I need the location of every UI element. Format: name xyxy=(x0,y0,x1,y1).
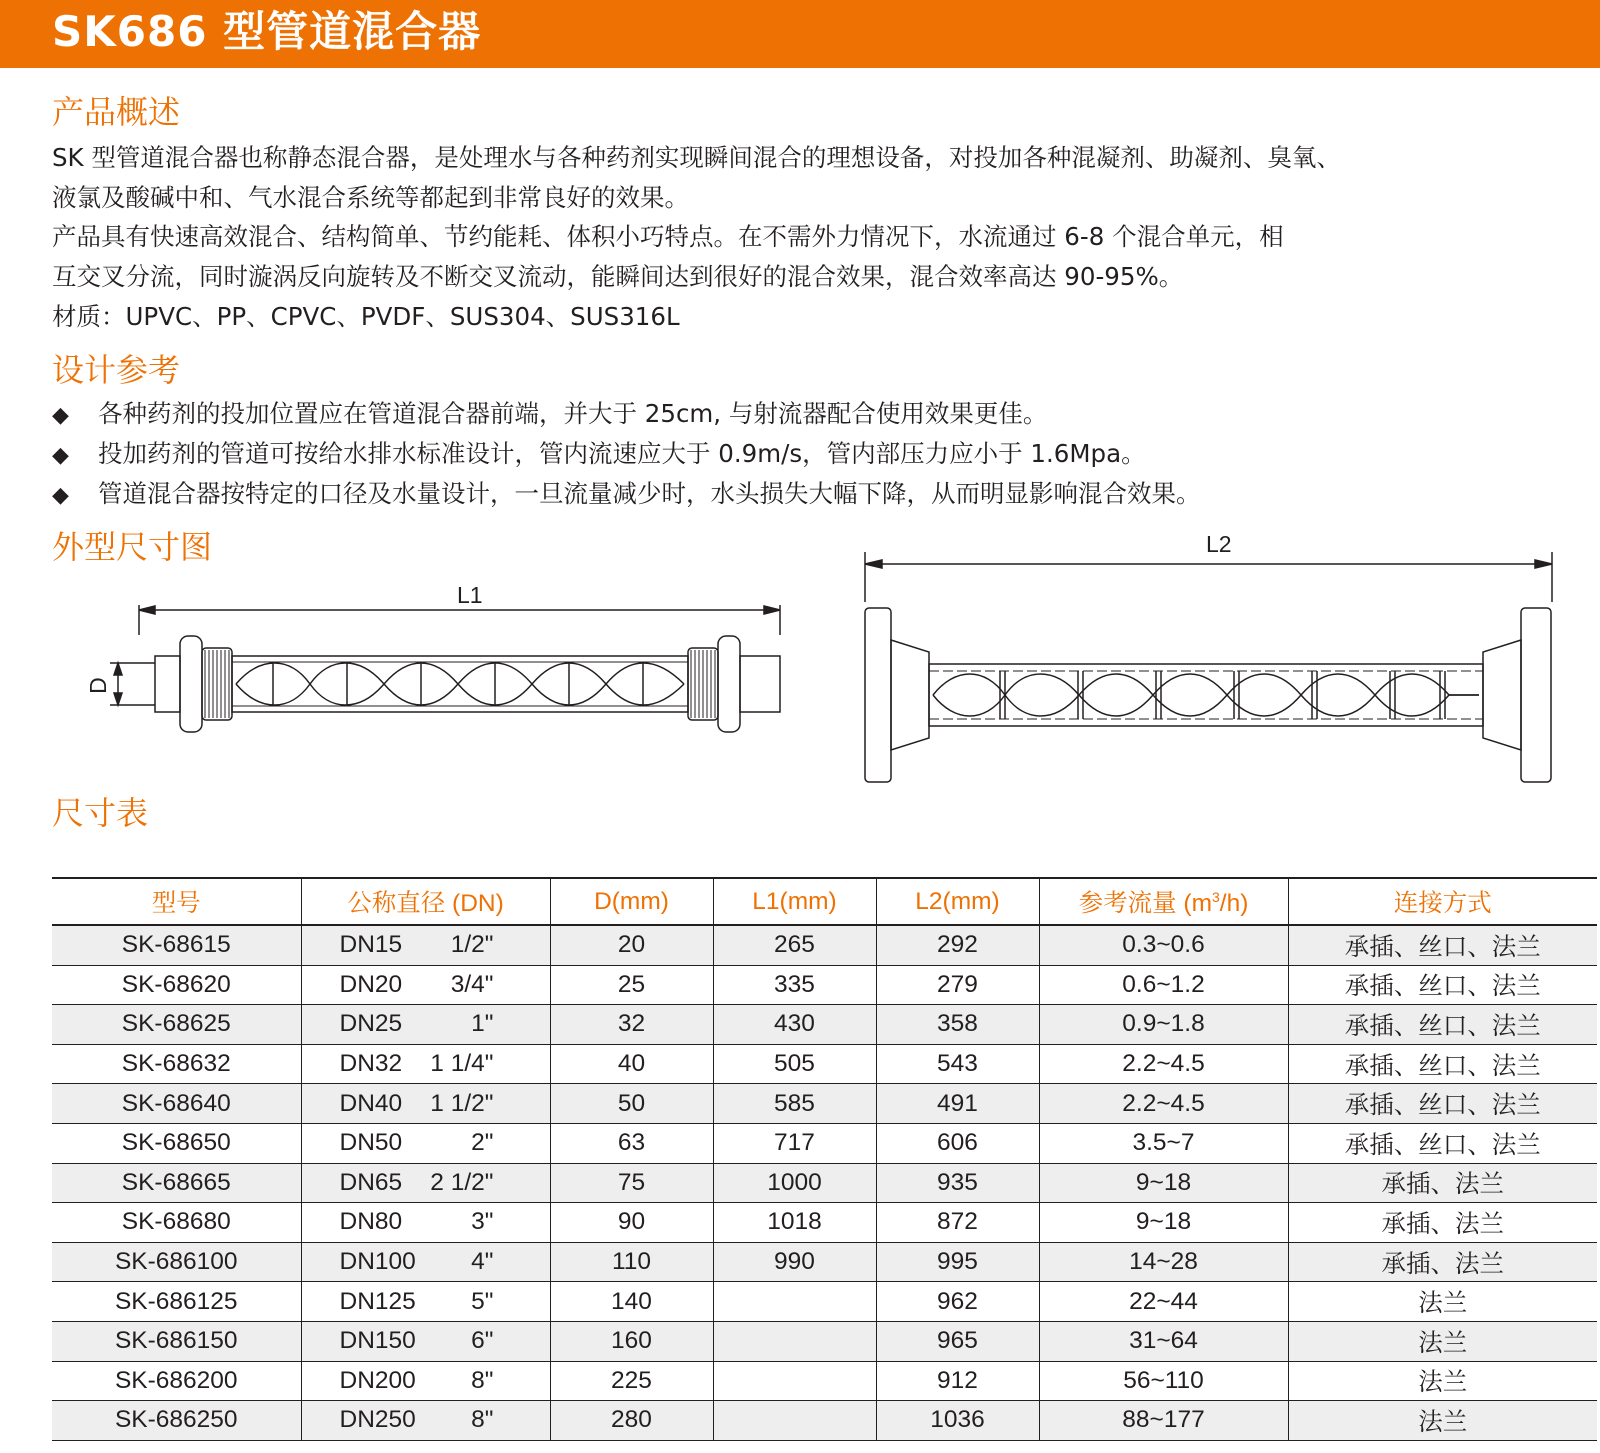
cell-l1: 1018 xyxy=(713,1203,876,1243)
drawing-title: 外型尺寸图 xyxy=(52,528,213,566)
design-bullet-text: 管道混合器按特定的口径及水量设计，一旦流量减少时，水头损失大幅下降，从而明显影响混合效果。 xyxy=(98,479,1201,508)
table-row xyxy=(52,1123,1597,1163)
cell-inch-size: 2 1/2" xyxy=(430,1168,494,1196)
header-l2: L2(mm) xyxy=(876,878,1039,925)
cell-connection: 法兰 xyxy=(1288,1321,1597,1361)
cell-inch-size: 2" xyxy=(471,1129,494,1157)
l2-mixer-drawing xyxy=(855,540,1565,790)
cell-l1: 990 xyxy=(713,1242,876,1282)
cell-dn xyxy=(301,1361,550,1401)
cell-d: 140 xyxy=(550,1282,713,1322)
design-bullet-text: 投加药剂的管道可按给水排水标准设计，管内流速应大于 0.9m/s，管内部压力应小于 1.6Mpa。 xyxy=(98,439,1146,468)
cell-model: SK-68665 xyxy=(52,1163,301,1203)
cell-connection: 承插、丝口、法兰 xyxy=(1288,965,1597,1005)
overview-line: 产品具有快速高效混合、结构简单、节约能耗、体积小巧特点。在不需外力情况下，水流通过 6-8 个混合单元，相 xyxy=(52,222,1284,251)
cell-d: 90 xyxy=(550,1203,713,1243)
cell-flow: 31~64 xyxy=(1039,1321,1288,1361)
cell-model: SK-68650 xyxy=(52,1123,301,1163)
table-row xyxy=(52,965,1597,1005)
cell-connection: 法兰 xyxy=(1288,1361,1597,1401)
cell-connection: 法兰 xyxy=(1288,1401,1597,1441)
table-row xyxy=(52,1282,1597,1322)
header-flow: 参考流量 $(m^3/h)$ xyxy=(1039,878,1288,925)
cell-dn-value: DN50 xyxy=(339,1129,403,1157)
cell-dn-value: DN200 xyxy=(339,1366,416,1394)
cell-dn-value: DN100 xyxy=(339,1248,416,1276)
cell-connection: 承插、丝口、法兰 xyxy=(1288,925,1597,965)
cell-d: 280 xyxy=(550,1401,713,1441)
design-bullet xyxy=(52,434,1146,476)
cell-model: SK-68640 xyxy=(52,1084,301,1124)
cell-flow: 14~28 xyxy=(1039,1242,1288,1282)
table-row xyxy=(52,1321,1597,1361)
materials-line: 材质：UPVC、PP、CPVC、PVDF、SUS304、SUS316L xyxy=(52,302,680,331)
design-bullet xyxy=(52,474,1201,516)
cell-d: 20 xyxy=(550,925,713,965)
cell-dn xyxy=(301,1401,550,1441)
cell-connection: 法兰 xyxy=(1288,1282,1597,1322)
cell-flow: 2.2~4.5 xyxy=(1039,1084,1288,1124)
cell-d: 225 xyxy=(550,1361,713,1401)
cell-l2: 935 xyxy=(876,1163,1039,1203)
cell-connection: 承插、丝口、法兰 xyxy=(1288,1084,1597,1124)
cell-inch-size: 6" xyxy=(471,1327,494,1355)
cell-l2: 872 xyxy=(876,1203,1039,1243)
cell-l2: 962 xyxy=(876,1282,1039,1322)
l1-mixer-drawing xyxy=(110,590,810,760)
cell-inch-size: 3/4" xyxy=(450,970,494,998)
table-row xyxy=(52,1084,1597,1124)
cell-model: SK-686150 xyxy=(52,1321,301,1361)
cell-l1: 585 xyxy=(713,1084,876,1124)
cell-inch-size: 1 1/2" xyxy=(430,1089,494,1117)
cell-l2: 606 xyxy=(876,1123,1039,1163)
cell-l1: 430 xyxy=(713,1005,876,1045)
cell-dn-value: DN32 xyxy=(339,1050,403,1078)
cell-l2: 1036 xyxy=(876,1401,1039,1441)
cell-l2: 491 xyxy=(876,1084,1039,1124)
cell-dn xyxy=(301,1005,550,1045)
cell-connection: 承插、丝口、法兰 xyxy=(1288,1123,1597,1163)
cell-l2: 995 xyxy=(876,1242,1039,1282)
cell-flow: 2.2~4.5 xyxy=(1039,1044,1288,1084)
cell-l1 xyxy=(713,1361,876,1401)
size-table xyxy=(52,877,1597,1441)
cell-connection: 承插、丝口、法兰 xyxy=(1288,1044,1597,1084)
cell-flow: 3.5~7 xyxy=(1039,1123,1288,1163)
table-row xyxy=(52,1044,1597,1084)
cell-d: 160 xyxy=(550,1321,713,1361)
header-model: 型号 xyxy=(52,878,301,925)
cell-connection: 承插、法兰 xyxy=(1288,1242,1597,1282)
header-connection: 连接方式 xyxy=(1288,878,1597,925)
cell-flow: 0.3~0.6 xyxy=(1039,925,1288,965)
cell-dn xyxy=(301,1163,550,1203)
design-bullet-text: 各种药剂的投加位置应在管道混合器前端，并大于 25cm, 与射流器配合使用效果更佳。 xyxy=(98,399,1048,428)
cell-d: 50 xyxy=(550,1084,713,1124)
cell-inch-size: 8" xyxy=(471,1406,494,1434)
cell-dn-value: DN125 xyxy=(339,1287,416,1315)
cell-dn-value: DN65 xyxy=(339,1168,403,1196)
cell-l2: 965 xyxy=(876,1321,1039,1361)
cell-model: SK-686250 xyxy=(52,1401,301,1441)
cell-d: 63 xyxy=(550,1123,713,1163)
cell-flow: 56~110 xyxy=(1039,1361,1288,1401)
cell-flow: 88~177 xyxy=(1039,1401,1288,1441)
cell-model: SK-686200 xyxy=(52,1361,301,1401)
cell-l2: 912 xyxy=(876,1361,1039,1401)
cell-model: SK-686100 xyxy=(52,1242,301,1282)
cell-dn xyxy=(301,965,550,1005)
cell-l2: 292 xyxy=(876,925,1039,965)
cell-dn xyxy=(301,1203,550,1243)
cell-dn-value: DN20 xyxy=(339,970,403,998)
cell-dn xyxy=(301,1084,550,1124)
cell-connection: 承插、法兰 xyxy=(1288,1203,1597,1243)
cell-model: SK-68632 xyxy=(52,1044,301,1084)
cell-flow: 0.6~1.2 xyxy=(1039,965,1288,1005)
cell-dn xyxy=(301,925,550,965)
cell-inch-size: 5" xyxy=(471,1287,494,1315)
table-row xyxy=(52,1203,1597,1243)
diamond-bullet-icon: ◆ xyxy=(52,443,69,468)
cell-dn-value: DN150 xyxy=(339,1327,416,1355)
cell-dn xyxy=(301,1242,550,1282)
table-row xyxy=(52,1163,1597,1203)
cell-dn-value: DN40 xyxy=(339,1089,403,1117)
cell-l1: 335 xyxy=(713,965,876,1005)
cell-l2: 543 xyxy=(876,1044,1039,1084)
cell-dn-value: DN250 xyxy=(339,1406,416,1434)
cell-l1 xyxy=(713,1321,876,1361)
cell-l1: 1000 xyxy=(713,1163,876,1203)
table-row xyxy=(52,1401,1597,1441)
table-row xyxy=(52,1005,1597,1045)
header-l1: L1(mm) xyxy=(713,878,876,925)
cell-inch-size: 1" xyxy=(471,1010,494,1038)
table-header-row xyxy=(52,878,1597,925)
cell-dn xyxy=(301,1321,550,1361)
cell-flow: 9~18 xyxy=(1039,1203,1288,1243)
cell-model: SK-686125 xyxy=(52,1282,301,1322)
l1-label: L1 xyxy=(457,582,483,608)
cell-inch-size: 1 1/4" xyxy=(430,1050,494,1078)
cell-l1: 505 xyxy=(713,1044,876,1084)
cell-dn xyxy=(301,1123,550,1163)
overview-line: 互交叉分流，同时漩涡反向旋转及不断交叉流动，能瞬间达到很好的混合效果，混合效率高达 90-95%。 xyxy=(52,262,1184,291)
design-title: 设计参考 xyxy=(52,351,181,389)
cell-dn-value: DN15 xyxy=(339,931,403,959)
cell-d: 25 xyxy=(550,965,713,1005)
cell-d: 75 xyxy=(550,1163,713,1203)
cell-flow: 22~44 xyxy=(1039,1282,1288,1322)
overview-title: 产品概述 xyxy=(52,93,181,131)
cell-d: 32 xyxy=(550,1005,713,1045)
cell-dn-value: DN25 xyxy=(339,1010,403,1038)
cell-l1 xyxy=(713,1282,876,1322)
cell-d: 40 xyxy=(550,1044,713,1084)
cell-connection: 承插、法兰 xyxy=(1288,1163,1597,1203)
cell-model: SK-68620 xyxy=(52,965,301,1005)
cell-model: SK-68615 xyxy=(52,925,301,965)
table-row xyxy=(52,1361,1597,1401)
overview-line: SK 型管道混合器也称静态混合器，是处理水与各种药剂实现瞬间混合的理想设备，对投加各种混凝剂、助凝剂、臭氧、 xyxy=(52,143,1341,172)
page-title: SK686 型管道混合器 xyxy=(52,7,482,56)
cell-dn xyxy=(301,1282,550,1322)
title-banner xyxy=(0,0,1600,68)
cell-inch-size: 8" xyxy=(471,1366,494,1394)
cell-inch-size: 4" xyxy=(471,1248,494,1276)
cell-l1: 717 xyxy=(713,1123,876,1163)
l2-label: L2 xyxy=(1206,531,1232,557)
cell-l2: 358 xyxy=(876,1005,1039,1045)
diamond-bullet-icon: ◆ xyxy=(52,483,69,508)
cell-dn-value: DN80 xyxy=(339,1208,403,1236)
cell-d: 110 xyxy=(550,1242,713,1282)
cell-flow: 9~18 xyxy=(1039,1163,1288,1203)
cell-model: SK-68680 xyxy=(52,1203,301,1243)
table-row xyxy=(52,925,1597,965)
cell-l1: 265 xyxy=(713,925,876,965)
cell-flow: 0.9~1.8 xyxy=(1039,1005,1288,1045)
cell-l1 xyxy=(713,1401,876,1441)
header-d: D(mm) xyxy=(550,878,713,925)
diamond-bullet-icon: ◆ xyxy=(52,403,69,428)
d-label: D xyxy=(84,677,111,694)
cell-model: SK-68625 xyxy=(52,1005,301,1045)
table-row xyxy=(52,1242,1597,1282)
table-title: 尺寸表 xyxy=(52,794,149,832)
cell-dn xyxy=(301,1044,550,1084)
cell-inch-size: 1/2" xyxy=(450,931,494,959)
header-dn: 公称直径 (DN) xyxy=(301,878,550,925)
design-bullet xyxy=(52,394,1047,436)
cell-connection: 承插、丝口、法兰 xyxy=(1288,1005,1597,1045)
cell-inch-size: 3" xyxy=(471,1208,494,1236)
cell-l2: 279 xyxy=(876,965,1039,1005)
overview-line: 液氯及酸碱中和、气水混合系统等都起到非常良好的效果。 xyxy=(52,183,689,212)
